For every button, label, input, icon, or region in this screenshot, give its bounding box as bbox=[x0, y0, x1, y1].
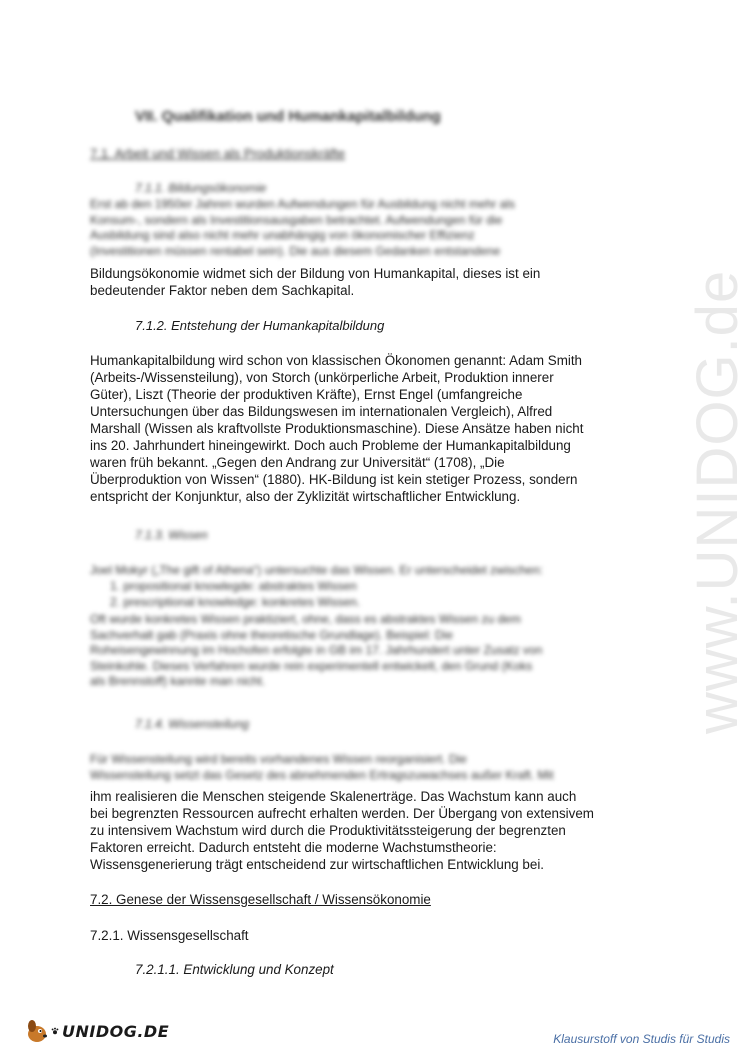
text-line: Für Wissensteilung wird bereits vorhandenes Wissen reorganisiert. Die bbox=[90, 752, 467, 766]
text-line: als Brennstoff) kannte man nicht. bbox=[90, 674, 266, 688]
list-item: 1. propositional knowlegde: abstraktes Wissen bbox=[110, 579, 357, 593]
paragraph-7-1-1-clear bbox=[90, 265, 660, 299]
paragraph-7-1-2 bbox=[90, 352, 660, 505]
text-line: Humankapitalbildung wird schon von klassischen Ökonomen genannt: Adam Smith bbox=[90, 353, 583, 368]
section-7-1-heading: 7.1. Arbeit und Wissen als Produktionskräfte bbox=[90, 146, 346, 161]
list-item: 2. prescriptional knowledge: konkretes Wissen. bbox=[110, 594, 361, 609]
text-line: Steinkohle. Dieses Verfahren wurde rein experimentell entwickelt, den Grund (Koks bbox=[90, 658, 533, 673]
text-line: Konsum-, sondern als Investitionsausgaben betrachtet. Aufwendungen für die bbox=[90, 212, 503, 227]
text-line: Oft wurde konkretes Wissen praktiziert, ohne, dass es abstraktes Wissen zu dem bbox=[90, 612, 521, 626]
text-line: Wissensgenerierung trägt entscheidend zur wirtschaftlichen Entwicklung bei. bbox=[90, 857, 545, 872]
dog-mascot-icon bbox=[24, 1018, 50, 1044]
footer-tagline: Klausurstoff von Studis für Studis bbox=[553, 1032, 730, 1046]
subsection-7-1-2-title: 7.1.2. Entstehung der Humankapitalbildung bbox=[135, 318, 385, 333]
list-7-1-3 bbox=[110, 579, 360, 610]
text-line: Untersuchungen über das Bildungswesen im internationalen Vergleich), Alfred bbox=[90, 404, 553, 419]
text-line: ihm realisieren die Menschen steigende Skalenerträge. Das Wachstum kann auch bbox=[90, 789, 577, 804]
text-line: Ausbildung sind also nicht mehr unabhängig von ökonomischer Effizienz bbox=[90, 228, 475, 242]
paragraph-7-1-3 bbox=[90, 612, 660, 690]
text-line: bei begrenzten Ressourcen aufrecht erhalten werden. Der Übergang von extensivem bbox=[90, 806, 594, 821]
watermark: www.UNIDOG.de bbox=[685, 269, 750, 734]
unidog-logo bbox=[24, 1018, 169, 1044]
chapter-heading: VII. Qualifikation und Humankapitalbildung bbox=[135, 108, 441, 125]
text-line: Erst ab den 1950er Jahren wurden Aufwendungen für Ausbildung nicht mehr als bbox=[90, 197, 515, 211]
text-line: Sachverhalt gab (Praxis ohne theoretische Grundlage). Beispiel: Die bbox=[90, 627, 453, 642]
text-line: Güter), Liszt (Theorie der produktiven Kräfte), Ernst Engel (umfangreiche bbox=[90, 387, 523, 402]
paw-icon bbox=[51, 1027, 59, 1035]
section-7-2-heading: 7.2. Genese der Wissensgesellschaft / Wissensökonomie bbox=[90, 892, 431, 907]
text-line: Roheisengewinnung im Hochofen erfolgte in GB im 17. Jahrhundert unter Zusatz von bbox=[90, 643, 543, 657]
text-line: waren früh bekannt. „Gegen den Andrang zur Universität“ (1708), „Die bbox=[90, 455, 505, 470]
subsection-7-1-3-title: 7.1.3. Wissen bbox=[135, 528, 208, 542]
text-line: entspricht der Konjunktur, also der Zyklizität wirtschaftlicher Entwicklung. bbox=[90, 489, 521, 504]
text-line: ins 20. Jahrhundert hineingewirkt. Doch auch Probleme der Humankapitalbildung bbox=[90, 438, 571, 453]
text-line: bedeutender Faktor neben dem Sachkapital. bbox=[90, 283, 355, 298]
text-line: zu intensivem Wachstum wird durch die Produktivitätssteigerung der begrenzten bbox=[90, 823, 566, 838]
subsection-7-1-4-title: 7.1.4. Wissensteilung bbox=[135, 717, 249, 731]
section-7-2-1-1-heading: 7.2.1.1. Entwicklung und Konzept bbox=[135, 962, 334, 977]
subsection-7-1-1-title: 7.1.1. Bildungsökonomie bbox=[135, 181, 267, 195]
text-line: Bildungsökonomie widmet sich der Bildung von Humankapital, dieses ist ein bbox=[90, 266, 541, 281]
paragraph-7-1-3-intro: Joel Mokyr („The gift of Athena“) untersuchte das Wissen. Er unterscheidet zwischen: bbox=[90, 563, 543, 577]
text-line: Faktoren erreicht. Dadurch entsteht die moderne Wachstumstheorie: bbox=[90, 840, 497, 855]
text-line: Marshall (Wissen als kraftvollste Produktionsmaschine). Diese Ansätze haben nicht bbox=[90, 421, 584, 436]
text-line: Wissensteilung setzt das Gesetz des abnehmenden Ertragszuwachses außer Kraft. Mit bbox=[90, 767, 554, 782]
paragraph-7-1-1-blurred bbox=[90, 197, 660, 259]
text-line: (Investitionen müssen rentabel sein). Die aus diesem Gedanken entstandene bbox=[90, 243, 501, 258]
logo-text: UNIDOG.DE bbox=[62, 1021, 170, 1041]
text-line: Überproduktion von Wissen“ (1880). HK-Bildung ist kein stetiger Prozess, sondern bbox=[90, 472, 578, 487]
section-7-2-1-heading: 7.2.1. Wissensgesellschaft bbox=[90, 928, 249, 943]
paragraph-7-1-4-blurred bbox=[90, 752, 660, 783]
text-line: (Arbeits-/Wissensteilung), von Storch (unkörperliche Arbeit, Produktion innerer bbox=[90, 370, 554, 385]
paragraph-7-1-4-clear bbox=[90, 788, 660, 873]
